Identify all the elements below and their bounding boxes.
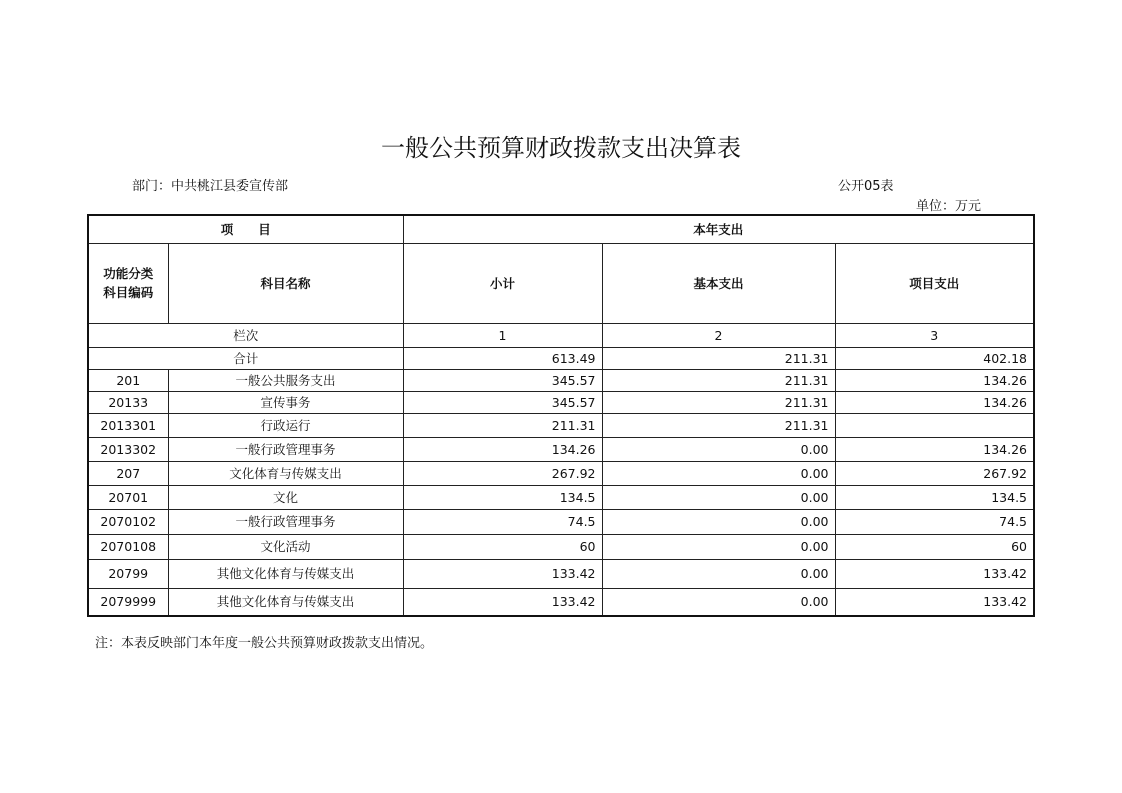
column-label: 栏次: [88, 323, 403, 347]
row-basic: 0.00: [602, 559, 835, 588]
row-code: 201: [88, 369, 168, 391]
row-name: 宣传事务: [168, 391, 403, 413]
total-label: 合计: [88, 347, 403, 369]
table-row: [88, 559, 1034, 588]
row-name: 行政运行: [168, 413, 403, 437]
row-project: 74.5: [835, 509, 1034, 534]
row-code: 20133: [88, 391, 168, 413]
row-name: 文化活动: [168, 534, 403, 559]
row-basic: 211.31: [602, 391, 835, 413]
row-subtotal: 134.5: [403, 485, 602, 509]
row-subtotal: 267.92: [403, 461, 602, 485]
total-subtotal: 613.49: [403, 347, 602, 369]
row-project: 134.26: [835, 369, 1034, 391]
row-project: 134.5: [835, 485, 1034, 509]
row-project: 60: [835, 534, 1034, 559]
row-project: 134.26: [835, 391, 1034, 413]
col-number-1: 1: [403, 323, 602, 347]
row-code: 2070102: [88, 509, 168, 534]
row-basic: 0.00: [602, 534, 835, 559]
total-project: 402.18: [835, 347, 1034, 369]
row-basic: 0.00: [602, 461, 835, 485]
row-name: 其他文化体育与传媒支出: [168, 559, 403, 588]
expenditure-table: [87, 214, 1035, 617]
row-project: 133.42: [835, 559, 1034, 588]
col-number-2: 2: [602, 323, 835, 347]
table-row: [88, 485, 1034, 509]
header-item: 项 目: [88, 215, 403, 243]
footnote: 注：本表反映部门本年度一般公共预算财政拨款支出情况。: [95, 636, 434, 651]
row-project: 134.26: [835, 437, 1034, 461]
row-basic: 211.31: [602, 369, 835, 391]
table-row: [88, 588, 1034, 616]
header-row-2: [88, 243, 1034, 323]
row-subtotal: 74.5: [403, 509, 602, 534]
department-label: 部门：中共桃江县委宣传部: [132, 179, 289, 194]
row-subtotal: 134.26: [403, 437, 602, 461]
header-subtotal: 小计: [403, 243, 602, 323]
total-basic: 211.31: [602, 347, 835, 369]
row-project: 133.42: [835, 588, 1034, 616]
table-row: [88, 461, 1034, 485]
table-row: [88, 369, 1034, 391]
total-row: [88, 347, 1034, 369]
header-project: 项目支出: [835, 243, 1034, 323]
header-row-1: [88, 215, 1034, 243]
row-code: 2070108: [88, 534, 168, 559]
row-code: 207: [88, 461, 168, 485]
row-subtotal: 133.42: [403, 588, 602, 616]
header-current-year: 本年支出: [403, 215, 1034, 243]
row-subtotal: 133.42: [403, 559, 602, 588]
row-project: [835, 413, 1034, 437]
column-number-row: [88, 323, 1034, 347]
form-number: 公开05表: [838, 179, 894, 194]
table-row: [88, 437, 1034, 461]
row-basic: 0.00: [602, 437, 835, 461]
row-basic: 0.00: [602, 588, 835, 616]
header-name: 科目名称: [168, 243, 403, 323]
header-code: 功能分类 科目编码: [88, 243, 168, 323]
row-basic: 0.00: [602, 485, 835, 509]
row-basic: 211.31: [602, 413, 835, 437]
table-row: [88, 509, 1034, 534]
table-row: [88, 391, 1034, 413]
row-name: 文化体育与传媒支出: [168, 461, 403, 485]
row-subtotal: 345.57: [403, 391, 602, 413]
page-title: 一般公共预算财政拨款支出决算表: [381, 134, 741, 162]
row-name: 一般公共服务支出: [168, 369, 403, 391]
row-project: 267.92: [835, 461, 1034, 485]
table-row: [88, 534, 1034, 559]
row-code: 2013301: [88, 413, 168, 437]
table-row: [88, 413, 1034, 437]
row-subtotal: 345.57: [403, 369, 602, 391]
row-basic: 0.00: [602, 509, 835, 534]
col-number-3: 3: [835, 323, 1034, 347]
unit-label: 单位：万元: [916, 199, 982, 214]
row-code: 2013302: [88, 437, 168, 461]
row-subtotal: 211.31: [403, 413, 602, 437]
row-subtotal: 60: [403, 534, 602, 559]
header-basic: 基本支出: [602, 243, 835, 323]
row-name: 其他文化体育与传媒支出: [168, 588, 403, 616]
row-code: 20799: [88, 559, 168, 588]
row-name: 一般行政管理事务: [168, 437, 403, 461]
row-name: 一般行政管理事务: [168, 509, 403, 534]
row-code: 20701: [88, 485, 168, 509]
row-name: 文化: [168, 485, 403, 509]
row-code: 2079999: [88, 588, 168, 616]
